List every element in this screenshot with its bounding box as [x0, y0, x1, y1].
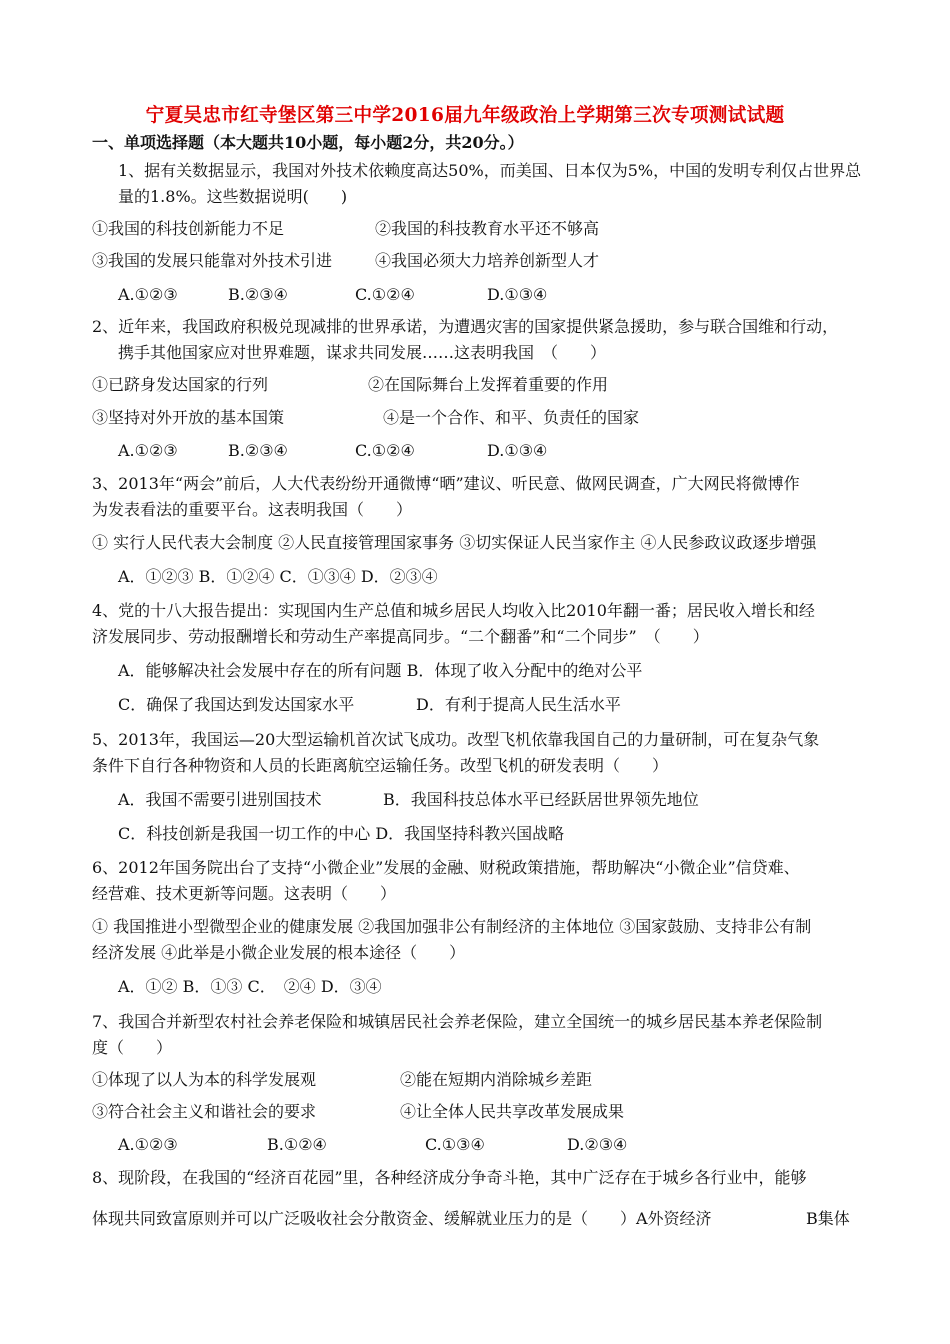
question-7-option-4: ④让全体人民共享改革发展成果: [400, 1102, 625, 1121]
question-2-text-cont: 携手其他国家应对世界难题，谋求共同发展……这表明我国 （ ）: [118, 343, 607, 362]
question-1-option-3: ③我国的发展只能靠对外技术引进: [92, 251, 333, 270]
question-7-answer-c: C.①③④: [425, 1135, 485, 1154]
question-7-text: 7、我国合并新型农村社会养老保险和城镇居民社会养老保险，建立全国统一的城乡居民基本养老保险制: [92, 1012, 823, 1031]
question-1-text-cont: 量的1.8%。这些数据说明( ): [118, 187, 348, 206]
question-1-option-2: ②我国的科技教育水平还不够高: [375, 219, 600, 238]
question-7-answer-a: A.①②③: [118, 1135, 178, 1154]
question-3-text: 3、2013年“两会”前后，人大代表纷纷开通微博“晒”建议、听民意、做网民调查，广大网民将微博作: [92, 474, 800, 493]
question-1-text: 1、据有关数据显示，我国对外技术依赖度高达50%，而美国、日本仅为5%，中国的发明专利仅占世界总: [118, 161, 862, 180]
question-2-answer-b: B.②③④: [228, 441, 288, 460]
question-1-answer-c: C.①②④: [355, 285, 415, 304]
question-8-text: 8、现阶段，在我国的“经济百花园”里，各种经济成分争奇斗艳，其中广泛存在于城乡各行业中，能够: [92, 1168, 807, 1187]
question-4-answers-ab: A．能够解决社会发展中存在的所有问题 B．体现了收入分配中的绝对公平: [118, 661, 643, 680]
question-8-option-b: B集体: [806, 1209, 850, 1228]
page-title: 宁夏吴忠市红寺堡区第三中学2016届九年级政治上学期第三次专项测试试题: [145, 104, 785, 126]
question-2-option-4: ④是一个合作、和平、负责任的国家: [383, 408, 640, 427]
question-7-option-1: ①体现了以人为本的科学发展观: [92, 1070, 317, 1089]
question-2-text: 2、近年来，我国政府积极兑现减排的世界承诺，为遭遇灾害的国家提供紧急援助，参与联合国维和行动，: [92, 317, 839, 336]
question-3-text-cont: 为发表看法的重要平台。这表明我国（ ）: [92, 500, 413, 519]
question-7-answer-d: D.②③④: [567, 1135, 628, 1154]
question-5-answer-b: B．我国科技总体水平已经跃居世界领先地位: [383, 790, 699, 809]
question-2-answer-c: C.①②④: [355, 441, 415, 460]
question-4-text-cont: 济发展同步、劳动报酬增长和劳动生产率提高同步。“二个翻番”和“二个同步” （ ）: [92, 627, 709, 646]
question-2-option-3: ③坚持对外开放的基本国策: [92, 408, 285, 427]
question-6-text: 6、2012年国务院出台了支持“小微企业”发展的金融、财税政策措施，帮助解决“小微企业”信贷难、: [92, 858, 800, 877]
question-6-answers: A．①② B．①③ C． ②④ D．③④: [118, 977, 382, 996]
question-7-option-2: ②能在短期内消除城乡差距: [400, 1070, 593, 1089]
question-1-option-1: ①我国的科技创新能力不足: [92, 219, 285, 238]
question-2-answer-a: A.①②③: [118, 441, 178, 460]
question-6-options: ① 我国推进小型微型企业的健康发展 ②我国加强非公有制经济的主体地位 ③国家鼓励、支持非公有制: [92, 917, 812, 936]
question-4-answer-d: D．有利于提高人民生活水平: [416, 695, 621, 714]
question-5-text-cont: 条件下自行各种物资和人员的长距离航空运输任务。改型飞机的研发表明（ ）: [92, 756, 669, 775]
question-1-option-4: ④我国必须大力培养创新型人才: [375, 251, 600, 270]
question-1-answer-d: D.①③④: [487, 285, 548, 304]
question-2-answer-d: D.①③④: [487, 441, 548, 460]
question-4-answer-c: C．确保了我国达到发达国家水平: [118, 695, 355, 714]
question-2-option-2: ②在国际舞台上发挥着重要的作用: [368, 375, 609, 394]
question-3-answers: A．①②③ B．①②④ C．①③④ D．②③④: [118, 567, 438, 586]
question-5-text: 5、2013年，我国运—20大型运输机首次试飞成功。改型飞机依靠我国自己的力量研制，可在复杂气象: [92, 730, 820, 749]
question-8-text-cont: 体现共同致富原则并可以广泛吸收社会分散资金、缓解就业压力的是（ ）A外资经济: [92, 1209, 712, 1228]
question-7-text-cont: 度（ ）: [92, 1038, 173, 1057]
question-2-option-1: ①已跻身发达国家的行列: [92, 375, 269, 394]
section-heading: 一、单项选择题（本大题共10小题，每小题2分，共20分。）: [92, 133, 524, 152]
question-6-text-cont: 经营难、技术更新等问题。这表明（ ）: [92, 884, 397, 903]
question-1-answer-b: B.②③④: [228, 285, 288, 304]
question-7-option-3: ③符合社会主义和谐社会的要求: [92, 1102, 317, 1121]
question-1-answer-a: A.①②③: [118, 285, 178, 304]
question-4-text: 4、党的十八大报告提出：实现国内生产总值和城乡居民人均收入比2010年翻一番；居民收入增长和经: [92, 601, 815, 620]
question-3-options: ① 实行人民代表大会制度 ②人民直接管理国家事务 ③切实保证人民当家作主 ④人民参政议政逐步增强: [92, 533, 817, 552]
question-5-answer-a: A．我国不需要引进别国技术: [118, 790, 322, 809]
question-5-answers-cd: C．科技创新是我国一切工作的中心 D．我国坚持科教兴国战略: [118, 824, 565, 843]
question-7-answer-b: B.①②④: [267, 1135, 327, 1154]
question-6-options-cont: 经济发展 ④此举是小微企业发展的根本途径（ ）: [92, 943, 466, 962]
